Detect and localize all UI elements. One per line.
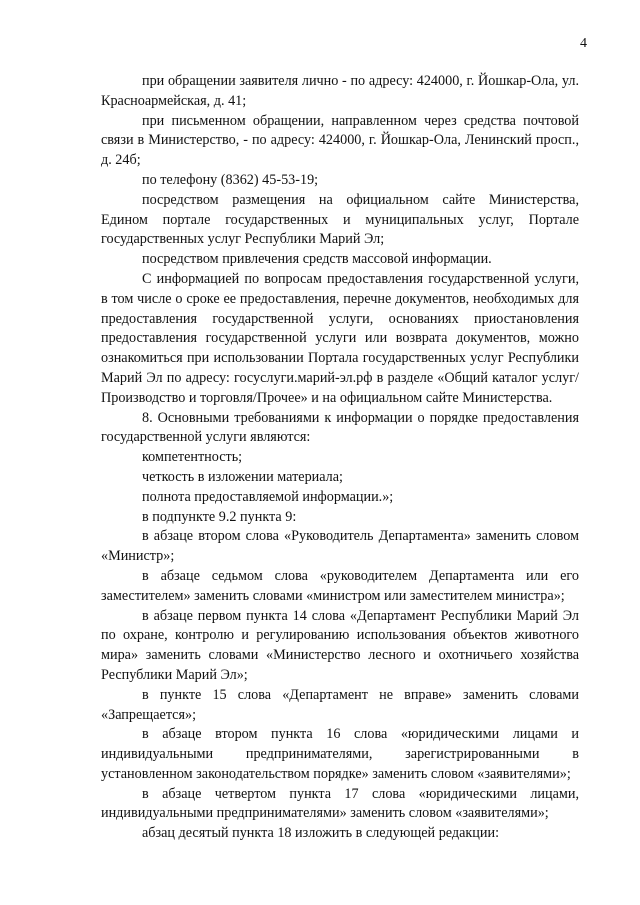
paragraph-11: в подпункте 9.2 пункта 9: (142, 508, 297, 525)
paragraph-1: при обращении заявителя лично - по адресу: 424000, г. Йошкар-Ола, ул. Красноармейская, д. 41; (101, 73, 579, 109)
page-number: 4 (580, 36, 587, 51)
paragraph-16: в абзаце втором пункта 16 слова «юридическими лицами и индивидуальными предпринимателями, зарегистрированными в установленном законодательством порядке» заменить словом «заявителями»; (101, 726, 579, 782)
paragraph-14: в абзаце первом пункта 14 слова «Департамент Республики Марий Эл по охране, контролю и регулированию использования объектов животного мира» заменить словами «Министерство лесного и охотничьего хозяйства Республики Марий Эл»; (101, 607, 579, 683)
paragraph-12: в абзаце втором слова «Руководитель Департамента» заменить словом «Министр»; (101, 528, 579, 565)
paragraph-3: по телефону (8362) 45-53-19; (142, 171, 319, 188)
paragraph-2: при письменном обращении, направленном через средства почтовой связи в Министерство, - по адресу: 424000, г. Йошкар-Ола, Ленинский просп., д. 24б; (101, 112, 579, 169)
paragraph-18: абзац десятый пункта 18 изложить в следующей редакции: (142, 825, 500, 842)
paragraph-6: С информацией по вопросам предоставления государственной услуги, в том числе о сроке ее предоставления, перечне документов, необходимых для предоставления государственной услуги, основаниях приостановления предоставления государственной услуги или возврата документов, можно ознакомиться при использовании Портала государственных услуг Республики Марий Эл по адресу: госуслуги.марий-эл.рф в разделе «Общий каталог услуг/Производство и торговля/Прочее» и на официальном сайте Министерства. (101, 270, 579, 406)
paragraph-13: в абзаце седьмом слова «руководителем Департамента или его заместителем» заменить словами «министром или заместителем министра»; (101, 567, 579, 604)
paragraph-10: полнота предоставляемой информации.»; (142, 488, 394, 505)
document-body (101, 72, 579, 844)
paragraph-15: в пункте 15 слова «Департамент не вправе» заменить словами «Запрещается»; (101, 686, 579, 723)
paragraph-4: посредством размещения на официальном сайте Министерства, Едином портале государственных и муниципальных услуг, Портале государственных услуг Республики Марий Эл; (101, 191, 579, 248)
paragraph-5: посредством привлечения средств массовой информации. (142, 251, 492, 268)
paragraph-7: 8. Основными требованиями к информации о порядке предоставления государственной услуги являются: (101, 409, 579, 446)
paragraph-17: в абзаце четвертом пункта 17 слова «юридическими лицами, индивидуальными предпринимателями» заменить словом «заявителями»; (101, 785, 579, 822)
paragraph-9: четкость в изложении материала; (142, 468, 344, 485)
paragraph-8: компетентность; (142, 449, 243, 466)
